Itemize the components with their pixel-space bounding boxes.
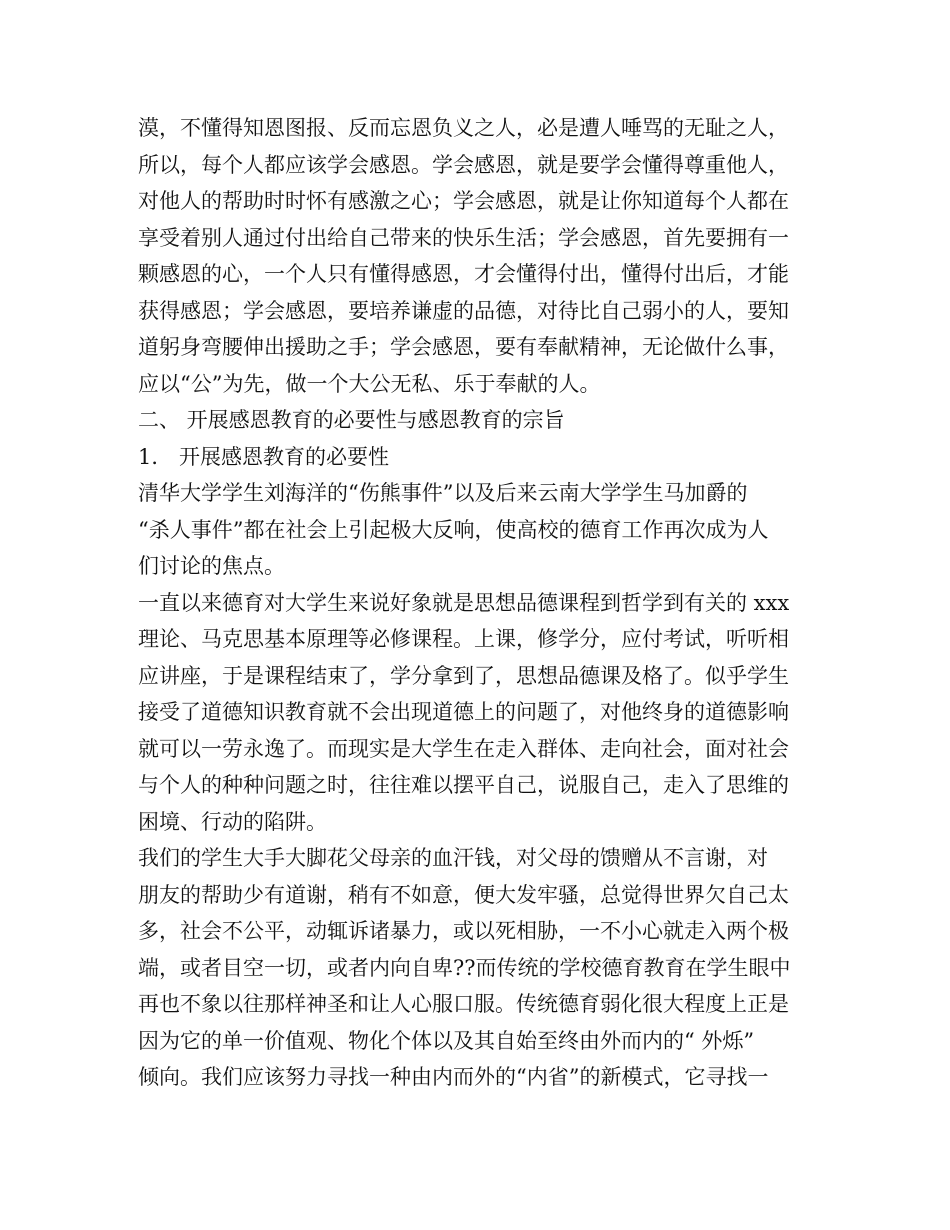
text-line: 们讨论的焦点。 xyxy=(138,554,285,578)
text-line: 因为它的单一价值观、物化个体以及其自始至终由外而内的“ 外烁” xyxy=(138,1028,755,1053)
text-line: 端，或者目空一切，或者内向自卑??而传统的学校德育教育在学生眼中 xyxy=(138,955,791,980)
text-line: 获得感恩；学会感恩，要培养谦虚的品德，对待比自己弱小的人，要知 xyxy=(138,298,789,323)
text-line: 与个人的种种问题之时，往往难以摆平自己，说服自己，走入了思维的 xyxy=(138,773,789,797)
text-line: 多，社会不公平，动辄诉诸暴力，或以死相胁，一不小心就走入两个极 xyxy=(138,919,789,943)
document-body xyxy=(138,110,818,1096)
text-line: 接受了道德知识教育就不会出现道德上的问题了，对他终身的道德影响 xyxy=(138,700,789,724)
text-line: 再也不象以往那样神圣和让人心服口服。传统德育弱化很大程度上正是 xyxy=(138,992,789,1016)
text-line: 清华大学学生刘海洋的“伤熊事件”以及后来云南大学学生马加爵的 xyxy=(138,481,748,505)
text-line: 朋友的帮助少有道谢，稍有不如意，便大发牢骚，总觉得世界欠自己太 xyxy=(138,882,789,907)
text-line: 所以，每个人都应该学会感恩。学会感恩，就是要学会懂得尊重他人， xyxy=(138,152,789,177)
text-line: 应讲座，于是课程结束了，学分拿到了，思想品德课及格了。似乎学生 xyxy=(138,663,789,688)
text-line: 应以“公”为先，做一个大公无私、乐于奉献的人。 xyxy=(138,371,601,396)
text-line: 道躬身弯腰伸出援助之手；学会感恩，要有奉献精神，无论做什么事， xyxy=(138,335,789,359)
text-line: 对他人的帮助时时怀有感激之心；学会感恩，就是让你知道每个人都在 xyxy=(138,189,789,213)
subsection-heading: 1． 开展感恩教育的必要性 xyxy=(138,444,390,469)
text-line: 漠，不懂得知恩图报、反而忘恩负义之人，必是遭人唾骂的无耻之人， xyxy=(138,116,789,140)
text-line: “杀人事件”都在社会上引起极大反响，使高校的德育工作再次成为人 xyxy=(138,517,769,542)
text-line: 一直以来德育对大学生来说好象就是思想品德课程到哲学到有关的 xxx xyxy=(138,590,790,615)
text-line: 困境、行动的陷阱。 xyxy=(138,809,327,834)
text-line: 理论、马克思基本原理等必修课程。上课，修学分，应付考试，听听相 xyxy=(138,627,789,651)
text-line: 享受着别人通过付出给自己带来的快乐生活；学会感恩，首先要拥有一 xyxy=(138,225,789,250)
text-line: 倾向。我们应该努力寻找一种由内而外的“内省”的新模式，它寻找一 xyxy=(138,1065,769,1089)
text-line: 就可以一劳永逸了。而现实是大学生在走入群体、走向社会，面对社会 xyxy=(138,736,789,761)
text-line: 颗感恩的心，一个人只有懂得感恩，才会懂得付出，懂得付出后，才能 xyxy=(138,262,789,286)
section-heading: 二、 开展感恩教育的必要性与感恩教育的宗旨 xyxy=(138,408,565,432)
text-line: 我们的学生大手大脚花父母亲的血汗钱，对父母的馈赠从不言谢，对 xyxy=(138,846,768,870)
